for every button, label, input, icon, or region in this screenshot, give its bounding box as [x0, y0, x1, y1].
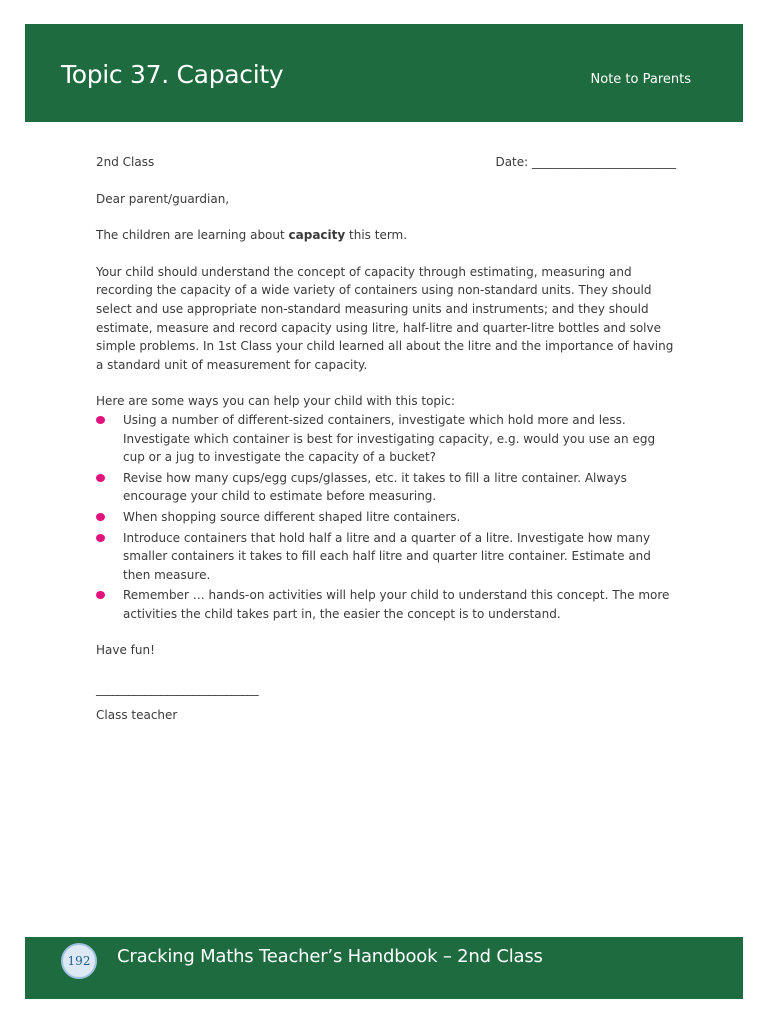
class-date-row — [96, 153, 676, 172]
list-item — [96, 469, 676, 506]
letter-body — [96, 153, 676, 660]
signature-label: Class teacher — [96, 708, 178, 722]
bullet-icon — [96, 534, 105, 542]
closing: Have fun! — [96, 643, 155, 658]
tip-text: When shopping source different shaped litre containers. — [123, 509, 461, 524]
bullet-icon — [96, 416, 105, 424]
tip-text: Using a number of different-sized containers, investigate which hold more and less. Investigate which container is best for investigating capacity, e.g. would you use an egg cup or a jug to investigate the capacity of a bucket? — [123, 412, 656, 465]
footer-band — [25, 937, 743, 999]
bullet-icon — [96, 513, 105, 521]
tip-text: Introduce containers that hold half a litre and a quarter of a litre. Investigate how many smaller containers it takes to fill each half litre and quarter litre container. Estimate and then measure. — [123, 530, 651, 582]
footer-title: Cracking Maths Teacher’s Handbook – 2nd Class — [117, 946, 543, 967]
page-number: 192 — [67, 954, 91, 968]
intro-text — [96, 226, 676, 245]
list-item — [96, 586, 676, 623]
intro-after: this term. — [345, 228, 408, 243]
header-band — [25, 24, 743, 122]
class-label: 2nd Class — [96, 155, 155, 169]
bullet-icon — [96, 474, 105, 482]
intro-bold: capacity — [288, 228, 346, 243]
intro-before: The children are learning about — [96, 228, 289, 243]
greeting: Dear parent/guardian, — [96, 191, 230, 206]
tip-text: Revise how many cups/egg cups/glasses, etc. it takes to fill a litre container. Always encourage your child to estimate before measuring. — [123, 470, 627, 504]
date-field: Date: ________________________ — [495, 155, 676, 169]
header-note: Note to Parents — [590, 72, 691, 87]
tips-list — [96, 411, 676, 624]
bullet-icon — [96, 591, 105, 599]
list-item — [96, 529, 676, 585]
page-title: Topic 37. Capacity — [61, 60, 284, 89]
list-item — [96, 508, 676, 527]
signature-line: ______________________________ — [96, 682, 259, 696]
main-paragraph: Your child should understand the concept of capacity through estimating, measuring and recording the capacity of a wide variety of containers using non-standard units. They should select and use appropriate non-standard measuring units and instruments; and they should estimate, measure and record capacity using litre, half-litre and quarter-litre bottles and solve simple problems. In 1st Class your child learned all about the litre and the importance of having a standard unit of measurement for capacity. — [96, 264, 674, 372]
page-number-badge — [61, 943, 97, 979]
tip-text: Remember … hands-on activities will help your child to understand this concept. The more activities the child takes part in, the easier the concept is to understand. — [123, 588, 670, 621]
list-item — [96, 411, 676, 467]
tips-intro: Here are some ways you can help your child with this topic: — [96, 394, 456, 409]
